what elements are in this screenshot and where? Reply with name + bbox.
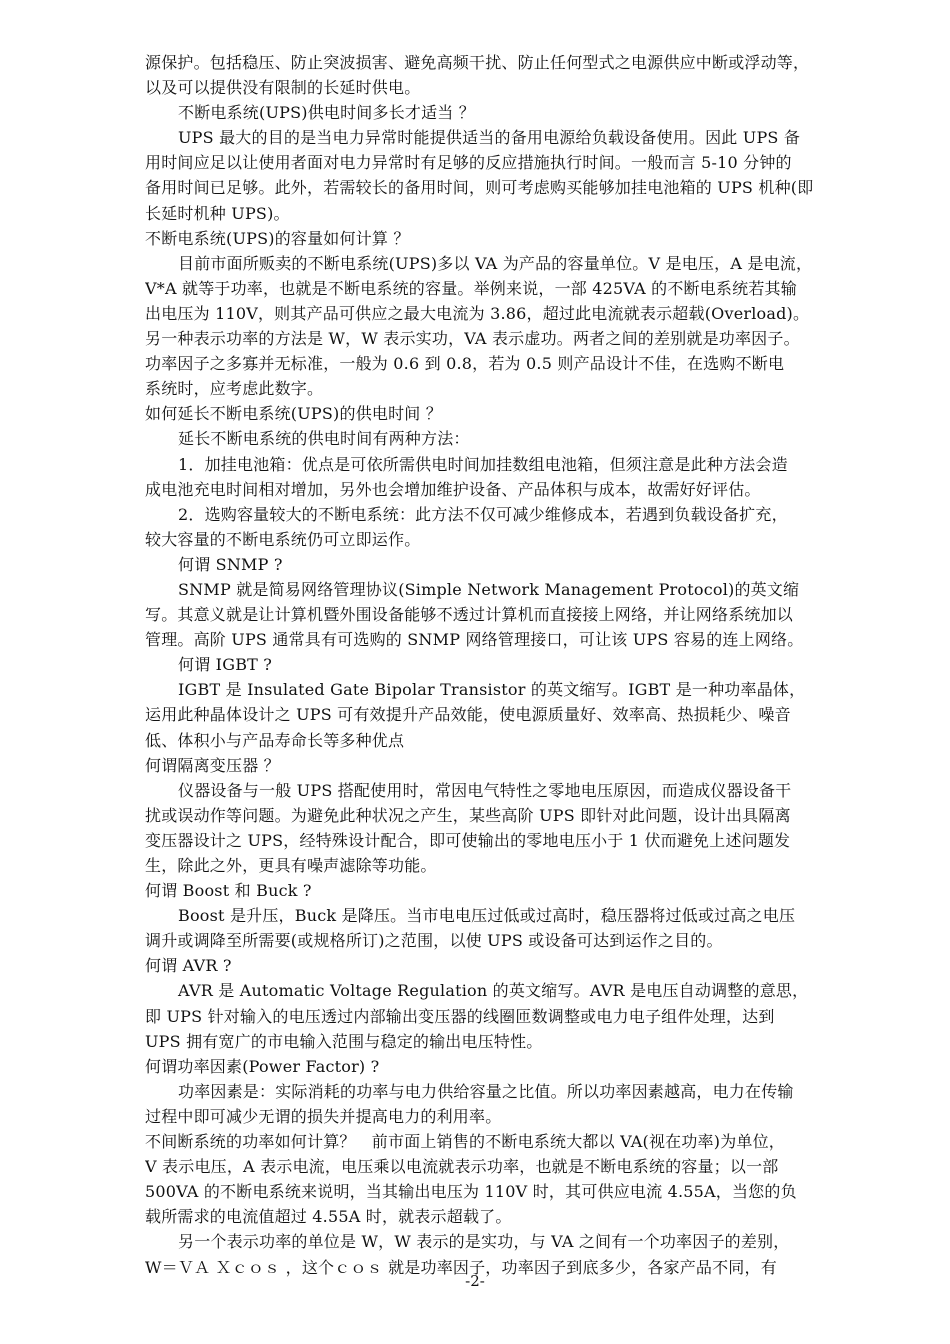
body-text-line: 管理。高阶 UPS 通常具有可选购的 SNMP 网络管理接口，可让该 UPS 容易的连上网络。 [145,630,804,650]
body-text-line: 生，除此之外，更具有噪声滤除等功能。 [145,856,437,875]
body-text-line: 写。其意义就是让计算机暨外围设备能够不透过计算机而直接接上网络，并让网络系统加以 [145,605,794,625]
body-text-line: Boost 是升压，Buck 是降压。当市电电压过低或过高时，稳压器将过低或过高之电压 [178,906,796,926]
body-text-line: 备用时间已足够。此外，若需较长的备用时间，则可考虑购买能够加挂电池箱的 UPS 机种(即 [145,178,814,198]
body-text-line: 成电池充电时间相对增加，另外也会增加维护设备、产品体积与成本，故需好好评估。 [145,479,761,499]
section-heading: 何谓隔离变压器 ？ [145,755,280,775]
section-heading: 不断电系统(UPS)的容量如何计算 ？ [145,228,410,248]
body-text-line: 即 UPS 针对输入的电压透过内部输出变压器的线圈匝数调整或电力电子组件处理，达到 [145,1006,775,1026]
body-text-line: 功率因素是：实际消耗的功率与电力供给容量之比值。所以功率因素越高，电力在传输 [178,1081,794,1101]
body-text-line: 另一个表示功率的单位是 W，W 表示的是实功，与 VA 之间有一个功率因子的差别， [178,1232,790,1252]
body-text-line: 功率因子之多寡并无标准，一般为 0.6 到 0.8，若为 0.5 则产品设计不佳，在选购不断电 [145,354,785,374]
body-text-line: 扰或误动作等问题。为避免此种状况之产生，某些高阶 UPS 即针对此问题，设计出具隔离 [145,805,791,825]
body-text-line: UPS 拥有宽广的市电输入范围与稳定的输出电压特性。 [145,1031,543,1051]
body-text-line: 载所需求的电流值超过 4.55A 时，就表示超载了。 [145,1207,512,1227]
body-text-line: 变压器设计之 UPS，经特殊设计配合，即可使输出的零地电压小于 1 伏而避免上述问题发 [145,830,791,850]
body-text-line: V*A 就等于功率，也就是不断电系统的容量。举例来说，一部 425VA 的不断电系统若其输 [145,278,797,298]
section-heading: 何谓功率因素(Power Factor) ? [145,1056,380,1076]
body-text-line: AVR 是 Automatic Voltage Regulation 的英文缩写。AVR 是电压自动调整的意思， [178,981,809,1001]
body-text-line: 较大容量的不断电系统仍可立即运作。 [145,529,421,549]
section-heading: 何谓 SNMP ? [178,554,283,574]
body-text-line: 不间断系统的功率如何计算？ 前市面上销售的不断电系统大都以 VA(视在功率)为单位， [145,1132,785,1152]
body-text-line: 1．加挂电池箱：优点是可依所需供电时间加挂数组电池箱，但须注意是此种方法会造 [178,454,788,474]
section-heading: 何谓 Boost 和 Buck ? [145,881,312,901]
body-text-line: 仪器设备与一般 UPS 搭配使用时，常因电气特性之零地电压原因，而造成仪器设备干 [178,780,792,800]
body-text-line: 以及可以提供没有限制的长延时供电。 [145,78,421,98]
body-text-line: 过程中即可减少无谓的损失并提高电力的利用率。 [145,1106,502,1126]
section-heading: 何谓 AVR ? [145,956,232,976]
body-text-line: 另一种表示功率的方法是 W，W 表示实功，VA 表示虚功。两者之间的差别就是功率因子。 [145,329,800,349]
body-text-line: 低、体积小与产品寿命长等多种优点 [145,730,405,750]
body-text-line: 延长不断电系统的供电时间有两种方法： [178,429,470,449]
body-text-line: IGBT 是 Insulated Gate Bipolar Transistor 的英文缩写。IGBT 是一种功率晶体， [178,680,806,700]
section-heading: 如何延长不断电系统(UPS)的供电时间 ？ [145,404,442,424]
body-text-line: 500VA 的不断电系统来说明，当其输出电压为 110V 时，其可供应电流 4.55A，当您的负 [145,1182,797,1202]
body-text-line: 长延时机种 UPS)。 [145,203,290,223]
document-body [145,50,825,1280]
body-text-line: 目前市面所贩卖的不断电系统(UPS)多以 VA 为产品的容量单位。V 是电压，A 是电流， [178,253,813,273]
body-text-line: W＝ＶＡ Ｘｃｏｓ ，这个ｃｏｓ 就是功率因子，功率因子到底多少，各家产品不同，有 [145,1257,777,1277]
body-text-line: 出电压为 110V，则其产品可供应之最大电流为 3.86，超过此电流就表示超载(Overload)。 [145,303,810,323]
body-text-line: V 表示电压，A 表示电流，电压乘以电流就表示功率，也就是不断电系统的容量；以一部 [145,1157,779,1177]
body-text-line: 用时间应足以让使用者面对电力异常时有足够的反应措施执行时间。一般而言 5-10 分钟的 [145,153,792,173]
section-heading: 何谓 IGBT ? [178,655,273,675]
body-text-line: 系统时，应考虑此数字。 [145,379,324,399]
body-text-line: UPS 最大的目的是当电力异常时能提供适当的备用电源给负载设备使用。因此 UPS 备 [178,128,801,148]
body-text-line: 源保护。包括稳压、防止突波损害、避免高频干扰、防止任何型式之电源供应中断或浮动等， [145,53,810,72]
page-number: -2- [465,1272,485,1290]
body-text-line: SNMP 就是简易网络管理协议(Simple Network Management Protocol)的英文缩 [178,579,800,599]
body-text-line: 调升或调降至所需要(或规格所订)之范围，以使 UPS 或设备可达到运作之目的。 [145,931,723,951]
body-text-line: 运用此种晶体设计之 UPS 可有效提升产品效能，使电源质量好、效率高、热损耗少、噪音 [145,705,791,725]
section-heading: 不断电系统(UPS)供电时间多长才适当 ？ [178,103,475,123]
body-text-line: 2．选购容量较大的不断电系统：此方法不仅可减少维修成本，若遇到负载设备扩充， [178,504,788,524]
